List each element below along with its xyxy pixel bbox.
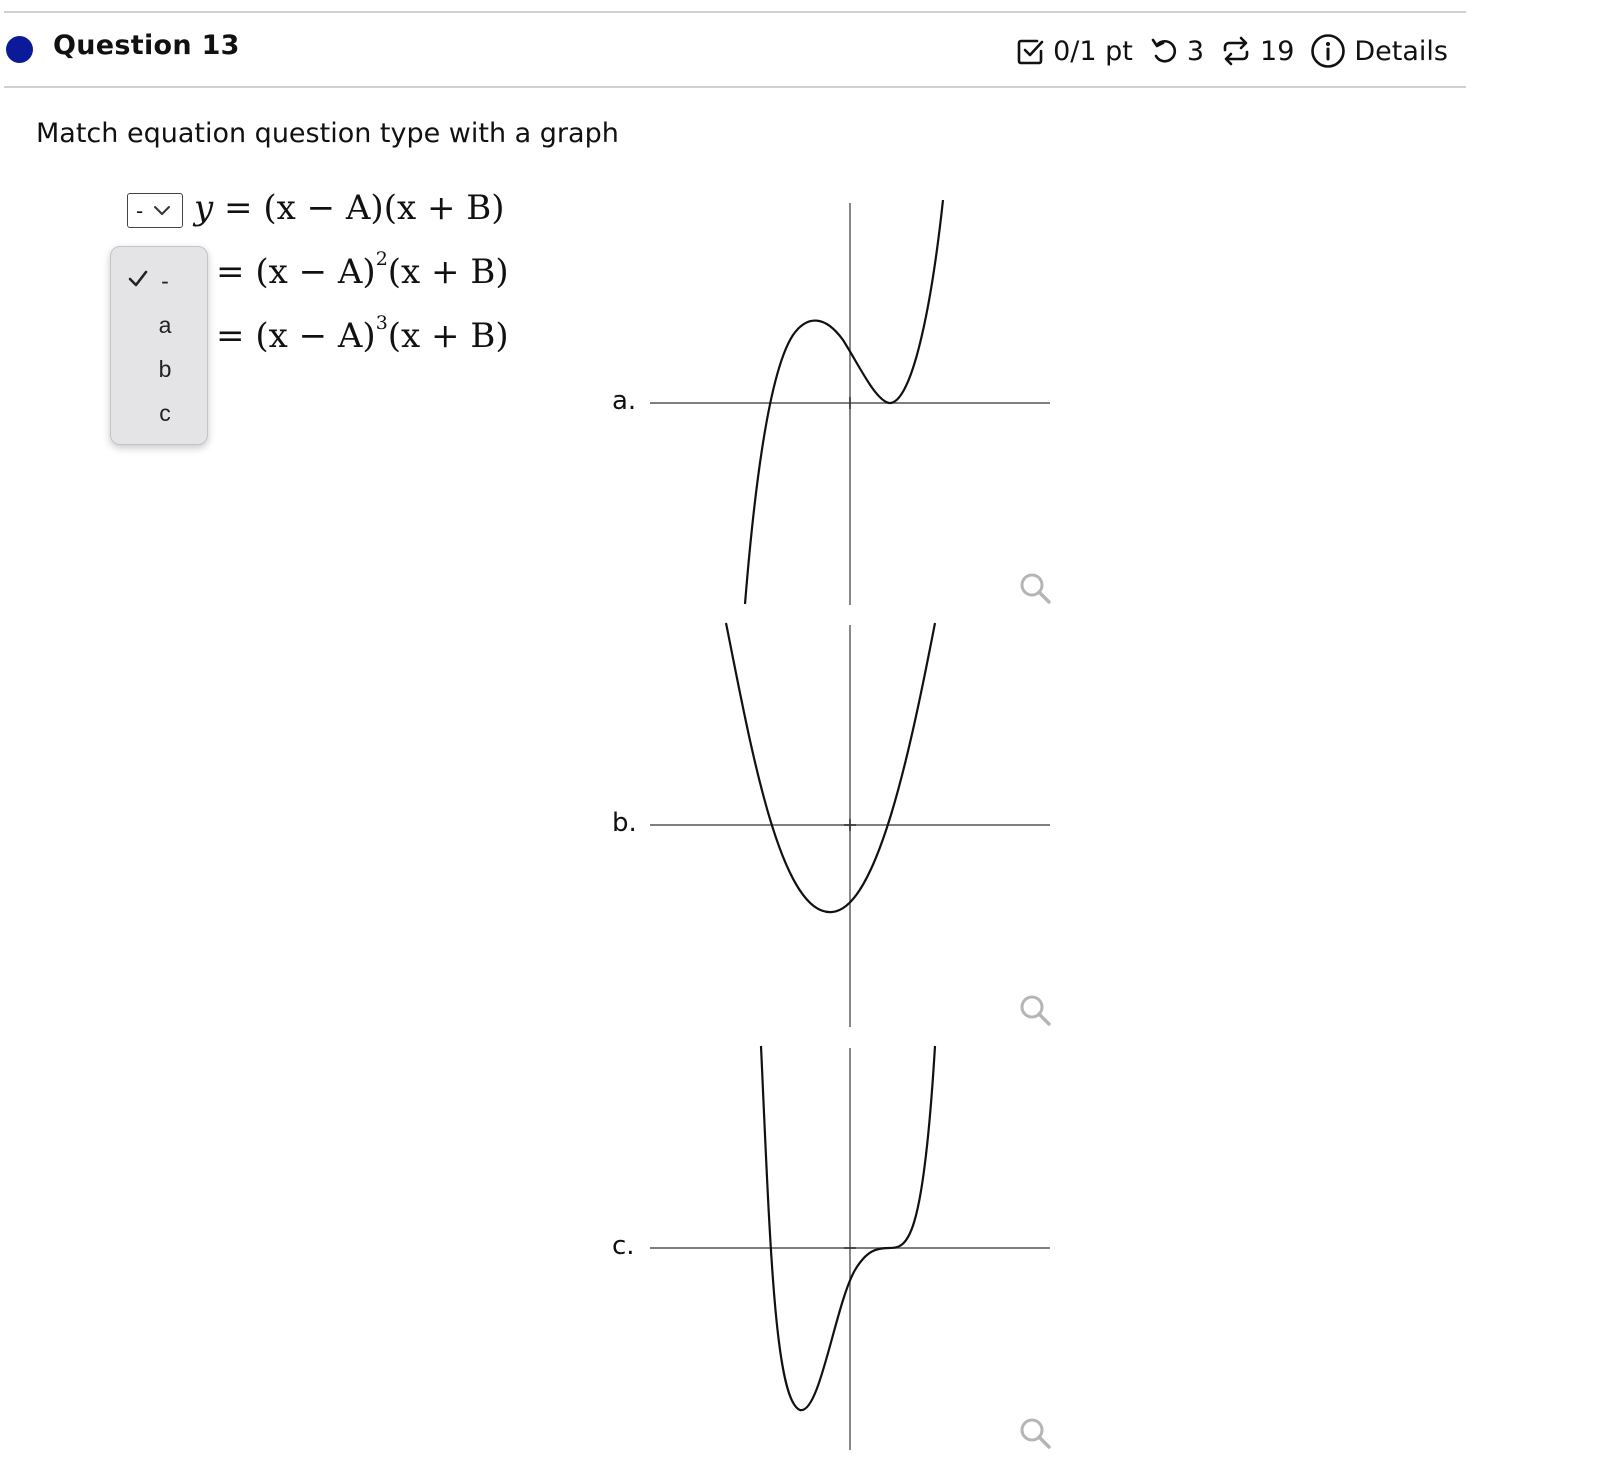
checkmark-icon xyxy=(128,269,148,289)
repeat-icon xyxy=(1220,35,1252,67)
question-title: Question 13 xyxy=(53,30,240,61)
select-dropdown-menu xyxy=(110,246,208,445)
retries-count: 3 xyxy=(1186,35,1205,67)
equation-3: = $(x - A)^3(x + B)$ xyxy=(216,311,509,356)
graph-label-a: a. xyxy=(612,386,637,416)
dropdown-option-c[interactable]: c xyxy=(159,400,171,426)
undo-icon xyxy=(1149,36,1179,66)
graph-b xyxy=(645,622,1055,1032)
dropdown-option-b[interactable]: b xyxy=(158,356,172,382)
graph-a xyxy=(645,200,1055,610)
dropdown-option-dash[interactable]: - xyxy=(111,261,207,301)
filled-circle-icon xyxy=(6,36,33,63)
header-divider-top xyxy=(4,11,1466,13)
select-value: - xyxy=(136,198,144,223)
graph-c xyxy=(645,1045,1055,1455)
chevron-down-icon xyxy=(153,205,171,217)
retries-indicator xyxy=(1149,36,1204,67)
equation-1: y = (x − A)(x + B) xyxy=(194,188,505,228)
attempts-indicator xyxy=(1220,35,1294,67)
score-text: 0/1 pt xyxy=(1053,35,1133,67)
match-select-1[interactable] xyxy=(127,193,183,228)
dropdown-option-a[interactable]: a xyxy=(158,312,172,338)
magnifier-icon[interactable] xyxy=(1018,993,1054,1029)
attempts-count: 19 xyxy=(1260,35,1295,67)
equation-2: = $(x - A)^2(x + B)$ xyxy=(216,247,509,292)
info-icon xyxy=(1310,33,1346,69)
details-button[interactable] xyxy=(1310,33,1448,69)
header-divider-bottom xyxy=(4,86,1466,88)
question-prompt: Match equation question type with a graph xyxy=(36,118,619,149)
details-label[interactable]: Details xyxy=(1354,35,1448,67)
question-meta xyxy=(999,33,1448,69)
score-indicator xyxy=(1015,36,1133,67)
graph-label-c: c. xyxy=(612,1231,635,1261)
magnifier-icon[interactable] xyxy=(1018,1416,1054,1452)
graph-label-b: b. xyxy=(612,808,637,838)
magnifier-icon[interactable] xyxy=(1018,571,1054,607)
check-square-icon xyxy=(1015,36,1045,66)
